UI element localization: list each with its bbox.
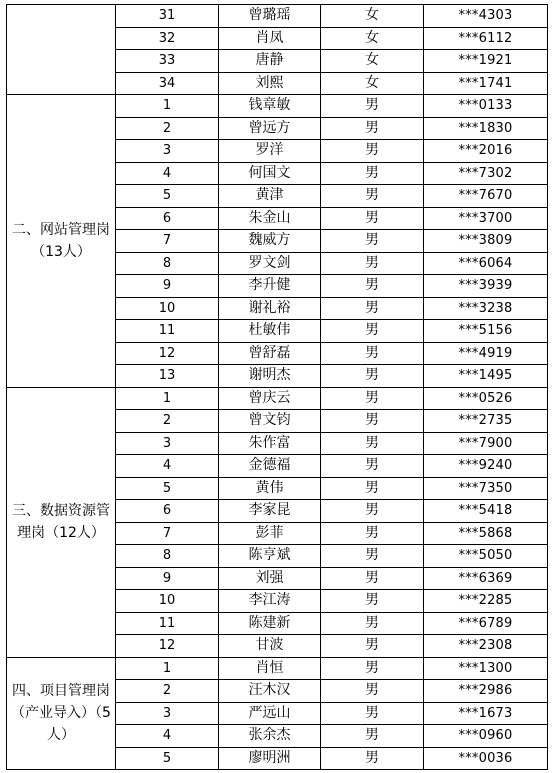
name-cell: 罗洋 — [219, 140, 321, 163]
row-number-cell: 5 — [116, 747, 219, 770]
group-label: 三、数据资源管理岗（12人） — [7, 387, 116, 657]
gender-cell: 男 — [321, 252, 424, 275]
name-cell: 曾文钧 — [219, 410, 321, 433]
table-row — [7, 657, 548, 680]
row-number-cell: 12 — [116, 342, 219, 365]
group-label: 四、项目管理岗（产业导入）（5人） — [7, 657, 116, 770]
id-number-cell: ***0526 — [424, 387, 548, 410]
gender-cell: 男 — [321, 275, 424, 298]
row-number-cell: 3 — [116, 702, 219, 725]
gender-cell: 男 — [321, 725, 424, 748]
id-number-cell: ***2285 — [424, 590, 548, 613]
roster-body — [7, 5, 548, 770]
row-number-cell: 4 — [116, 455, 219, 478]
id-number-cell: ***0133 — [424, 95, 548, 118]
name-cell: 谢礼裕 — [219, 297, 321, 320]
name-cell: 刘强 — [219, 567, 321, 590]
row-number-cell: 13 — [116, 365, 219, 388]
name-cell: 曾庆云 — [219, 387, 321, 410]
name-cell: 甘波 — [219, 635, 321, 658]
gender-cell: 男 — [321, 635, 424, 658]
name-cell: 黄津 — [219, 185, 321, 208]
row-number-cell: 3 — [116, 432, 219, 455]
gender-cell: 男 — [321, 500, 424, 523]
name-cell: 朱金山 — [219, 207, 321, 230]
id-number-cell: ***1921 — [424, 50, 548, 73]
name-cell: 唐静 — [219, 50, 321, 73]
name-cell: 刘熙 — [219, 72, 321, 95]
table-row — [7, 95, 548, 118]
row-number-cell: 7 — [116, 230, 219, 253]
gender-cell: 男 — [321, 410, 424, 433]
gender-cell: 男 — [321, 365, 424, 388]
roster-table — [6, 4, 548, 770]
name-cell: 金德福 — [219, 455, 321, 478]
id-number-cell: ***6112 — [424, 27, 548, 50]
id-number-cell: ***4919 — [424, 342, 548, 365]
gender-cell: 男 — [321, 432, 424, 455]
id-number-cell: ***6789 — [424, 612, 548, 635]
gender-cell: 男 — [321, 545, 424, 568]
name-cell: 曾远方 — [219, 117, 321, 140]
id-number-cell: ***0960 — [424, 725, 548, 748]
id-number-cell: ***5156 — [424, 320, 548, 343]
row-number-cell: 3 — [116, 140, 219, 163]
gender-cell: 男 — [321, 387, 424, 410]
name-cell: 陈建新 — [219, 612, 321, 635]
name-cell: 魏威方 — [219, 230, 321, 253]
gender-cell: 女 — [321, 27, 424, 50]
gender-cell: 男 — [321, 320, 424, 343]
gender-cell: 男 — [321, 342, 424, 365]
name-cell: 汪木汉 — [219, 680, 321, 703]
gender-cell: 男 — [321, 207, 424, 230]
name-cell: 肖凤 — [219, 27, 321, 50]
row-number-cell: 11 — [116, 320, 219, 343]
row-number-cell: 4 — [116, 162, 219, 185]
name-cell: 黄伟 — [219, 477, 321, 500]
row-number-cell: 1 — [116, 387, 219, 410]
id-number-cell: ***5868 — [424, 522, 548, 545]
id-number-cell: ***1495 — [424, 365, 548, 388]
row-number-cell: 5 — [116, 185, 219, 208]
row-number-cell: 32 — [116, 27, 219, 50]
name-cell: 曾舒磊 — [219, 342, 321, 365]
gender-cell: 男 — [321, 747, 424, 770]
group-label — [7, 5, 116, 95]
id-number-cell: ***0036 — [424, 747, 548, 770]
gender-cell: 男 — [321, 590, 424, 613]
id-number-cell: ***4303 — [424, 5, 548, 28]
name-cell: 朱作富 — [219, 432, 321, 455]
id-number-cell: ***3700 — [424, 207, 548, 230]
row-number-cell: 6 — [116, 207, 219, 230]
row-number-cell: 31 — [116, 5, 219, 28]
id-number-cell: ***1741 — [424, 72, 548, 95]
gender-cell: 男 — [321, 185, 424, 208]
id-number-cell: ***2016 — [424, 140, 548, 163]
gender-cell: 女 — [321, 5, 424, 28]
name-cell: 曾璐瑶 — [219, 5, 321, 28]
id-number-cell: ***6369 — [424, 567, 548, 590]
gender-cell: 女 — [321, 72, 424, 95]
gender-cell: 男 — [321, 612, 424, 635]
id-number-cell: ***7302 — [424, 162, 548, 185]
name-cell: 杜敏伟 — [219, 320, 321, 343]
row-number-cell: 6 — [116, 500, 219, 523]
row-number-cell: 34 — [116, 72, 219, 95]
id-number-cell: ***1830 — [424, 117, 548, 140]
row-number-cell: 1 — [116, 657, 219, 680]
gender-cell: 男 — [321, 162, 424, 185]
row-number-cell: 2 — [116, 410, 219, 433]
gender-cell: 男 — [321, 702, 424, 725]
name-cell: 陈亨斌 — [219, 545, 321, 568]
gender-cell: 男 — [321, 140, 424, 163]
group-label: 二、网站管理岗（13人） — [7, 95, 116, 388]
row-number-cell: 9 — [116, 567, 219, 590]
row-number-cell: 7 — [116, 522, 219, 545]
id-number-cell: ***2986 — [424, 680, 548, 703]
gender-cell: 男 — [321, 477, 424, 500]
id-number-cell: ***5418 — [424, 500, 548, 523]
gender-cell: 男 — [321, 567, 424, 590]
gender-cell: 男 — [321, 455, 424, 478]
row-number-cell: 10 — [116, 297, 219, 320]
name-cell: 李家昆 — [219, 500, 321, 523]
gender-cell: 男 — [321, 657, 424, 680]
name-cell: 谢明杰 — [219, 365, 321, 388]
gender-cell: 男 — [321, 230, 424, 253]
gender-cell: 男 — [321, 522, 424, 545]
id-number-cell: ***1300 — [424, 657, 548, 680]
id-number-cell: ***6064 — [424, 252, 548, 275]
gender-cell: 男 — [321, 117, 424, 140]
row-number-cell: 12 — [116, 635, 219, 658]
name-cell: 张余杰 — [219, 725, 321, 748]
name-cell: 李江涛 — [219, 590, 321, 613]
table-row — [7, 5, 548, 28]
name-cell: 严远山 — [219, 702, 321, 725]
row-number-cell: 10 — [116, 590, 219, 613]
gender-cell: 男 — [321, 297, 424, 320]
id-number-cell: ***2308 — [424, 635, 548, 658]
gender-cell: 男 — [321, 680, 424, 703]
id-number-cell: ***1673 — [424, 702, 548, 725]
id-number-cell: ***3809 — [424, 230, 548, 253]
id-number-cell: ***9240 — [424, 455, 548, 478]
row-number-cell: 5 — [116, 477, 219, 500]
row-number-cell: 11 — [116, 612, 219, 635]
id-number-cell: ***2735 — [424, 410, 548, 433]
name-cell: 罗文剑 — [219, 252, 321, 275]
id-number-cell: ***7670 — [424, 185, 548, 208]
name-cell: 钱章敏 — [219, 95, 321, 118]
row-number-cell: 1 — [116, 95, 219, 118]
row-number-cell: 4 — [116, 725, 219, 748]
gender-cell: 女 — [321, 50, 424, 73]
row-number-cell: 9 — [116, 275, 219, 298]
name-cell: 廖明洲 — [219, 747, 321, 770]
row-number-cell: 2 — [116, 117, 219, 140]
name-cell: 何国文 — [219, 162, 321, 185]
id-number-cell: ***5050 — [424, 545, 548, 568]
id-number-cell: ***3939 — [424, 275, 548, 298]
table-row — [7, 387, 548, 410]
name-cell: 肖恒 — [219, 657, 321, 680]
id-number-cell: ***7900 — [424, 432, 548, 455]
row-number-cell: 33 — [116, 50, 219, 73]
gender-cell: 男 — [321, 95, 424, 118]
name-cell: 李升健 — [219, 275, 321, 298]
id-number-cell: ***7350 — [424, 477, 548, 500]
id-number-cell: ***3238 — [424, 297, 548, 320]
row-number-cell: 8 — [116, 252, 219, 275]
name-cell: 彭菲 — [219, 522, 321, 545]
row-number-cell: 2 — [116, 680, 219, 703]
row-number-cell: 8 — [116, 545, 219, 568]
